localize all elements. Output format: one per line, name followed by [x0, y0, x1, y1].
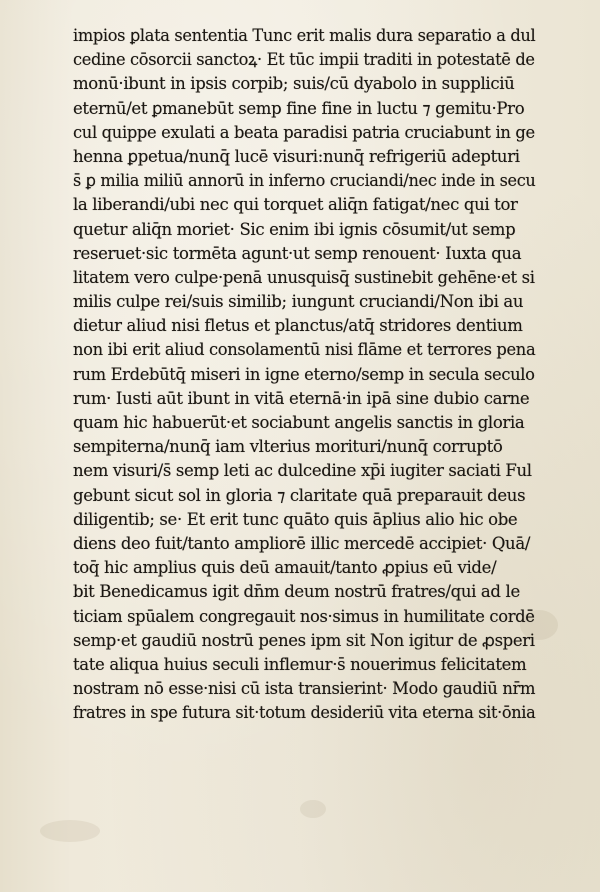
- text-line: semp·et gaudiū nostrū penes ipm sit Non igitur de ꝓsperi: [73, 630, 535, 650]
- text-line: reseruet·sic tormēta agunt·ut semp renouent· Iuxta qua: [73, 243, 522, 263]
- text-line: cul quippe exulati a beata paradisi patria cruciabunt in ge: [73, 122, 535, 142]
- paper-stain: [40, 820, 100, 842]
- text-line: cedine cōsorcii sanctoꝝ· Et tūc impii traditi in potestatē de: [73, 50, 535, 70]
- text-line: monū·ibunt in ipsis corpib; suis/cū dyabolo in suppliciū: [73, 74, 515, 94]
- text-line: toq̄ hic amplius quis deū amauit/tanto ꝓpius eū vide/: [73, 558, 497, 578]
- text-line: rum Erdebūtq̄ miseri in igne eterno/semp in secula seculo: [73, 364, 535, 384]
- text-line: la liberandi/ubi nec qui torquet aliq̄n fatigat/nec qui tor: [73, 195, 518, 215]
- text-line: milis culpe rei/suis similib; iungunt cruciandi/Non ibi au: [73, 292, 524, 312]
- text-line: quam hic habuerūt·et sociabunt angelis sanctis in gloria: [73, 413, 525, 432]
- text-line: quetur aliq̄n moriet· Sic enim ibi ignis cōsumit/ut semp: [73, 219, 516, 239]
- text-line: non ibi erit aliud consolamentū nisi flāme et terrores pena: [73, 340, 536, 360]
- text-line: impios ꝑlata sententia Tunc erit malis dura separatio a dul: [73, 26, 536, 45]
- text-line: bit Benedicamus igit dn̄m deum nostrū fratres/qui ad le: [73, 582, 520, 602]
- text-line: diligentib; se· Et erit tunc quāto quis āplius alio hic obe: [73, 509, 518, 529]
- text-line: nem visuri/s̄ semp leti ac dulcedine xp̄i iugiter saciati Ful: [73, 461, 532, 481]
- text-line: henna ꝑpetua/nunq̄ lucē visuri:nunq̄ refrigeriū adepturi: [73, 146, 520, 166]
- text-column: [73, 24, 535, 725]
- text-line: rum· Iusti aūt ibunt in vitā eternā·in ipā sine dubio carne: [73, 388, 530, 408]
- text-line: sempiterna/nunq̄ iam vlterius morituri/nunq̄ corruptō: [73, 437, 503, 457]
- text-line: tate aliqua huius seculi inflemur·s̄ nouerimus felicitatem: [73, 654, 527, 674]
- text-line: dietur aliud nisi fletus et planctus/atq̄ stridores dentium: [73, 316, 523, 336]
- text-line: eternū/et ꝑmanebūt semp fine fine in luctu ⁊ gemitu·Pro: [73, 98, 525, 118]
- text-line: fratres in spe futura sit·totum desideriū vita eterna sit·ōnia: [73, 703, 536, 723]
- text-line: litatem vero culpe·penā unusquisq̄ sustinebit gehēne·et si: [73, 267, 535, 287]
- paper-stain: [300, 800, 326, 818]
- text-line: ticiam spūalem congregauit nos·simus in humilitate cordē: [73, 606, 535, 626]
- text-line: nostram nō esse·nisi cū ista transierint· Modo gaudiū nr̄m: [73, 679, 536, 699]
- text-line: gebunt sicut sol in gloria ⁊ claritate quā preparauit deus: [73, 485, 526, 505]
- text-line: diens deo fuit/tanto ampliorē illic mercedē accipiet· Quā/: [73, 533, 531, 553]
- text-line: s̄ ꝑ milia miliū annorū in inferno cruciandi/nec inde in secu: [73, 171, 536, 191]
